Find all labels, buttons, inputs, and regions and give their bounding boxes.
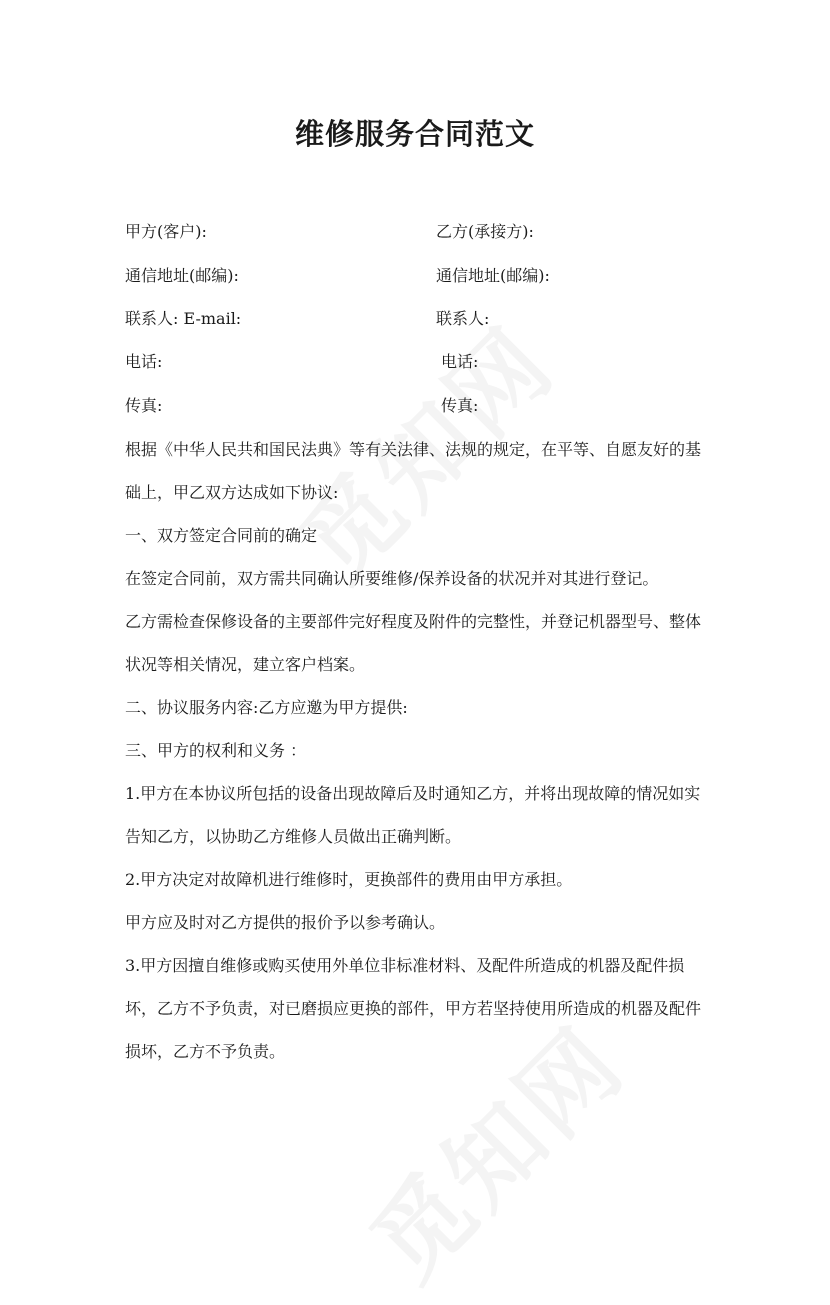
section-heading: 一、双方签定合同前的确定 bbox=[125, 526, 318, 545]
party-row bbox=[125, 392, 725, 420]
party-row bbox=[125, 262, 725, 290]
preamble-paragraph: 根据《中华人民共和国民法典》等有关法律、法规的规定，在平等、自愿友好的基础上，甲乙双方达成如下协议: bbox=[125, 440, 702, 502]
party-row bbox=[125, 218, 725, 246]
party-a-phone-label: 电话: bbox=[125, 352, 163, 371]
party-b-phone-label: 电话: bbox=[441, 352, 479, 371]
party-a-address-label: 通信地址(邮编): bbox=[125, 266, 239, 285]
section-heading: 二、协议服务内容:乙方应邀为甲方提供: bbox=[125, 698, 408, 717]
party-a-fax-label: 传真: bbox=[125, 396, 163, 415]
clause-paragraph: 1.甲方在本协议所包括的设备出现故障后及时通知乙方，并将出现故障的情况如实告知乙方，以协助乙方维修人员做出正确判断。 bbox=[125, 784, 701, 846]
clause-paragraph: 3.甲方因擅自维修或购买使用外单位非标准材料、及配件所造成的机器及配件损坏，乙方不予负责，对已磨损应更换的部件，甲方若坚持使用所造成的机器及配件损坏，乙方不予负责。 bbox=[125, 956, 702, 1061]
party-row bbox=[125, 305, 725, 333]
party-a-client-label: 甲方(客户): bbox=[125, 222, 207, 241]
body-paragraph: 甲方应及时对乙方提供的报价予以参考确认。 bbox=[125, 913, 446, 932]
party-b-contractor-label: 乙方(承接方): bbox=[436, 222, 534, 241]
contract-body bbox=[125, 428, 710, 1073]
clause-paragraph: 2.甲方决定对故障机进行维修时，更换部件的费用由甲方承担。 bbox=[125, 870, 573, 889]
party-b-contact-label: 联系人: bbox=[436, 309, 490, 328]
body-paragraph: 在签定合同前，双方需共同确认所要维修/保养设备的状况并对其进行登记。 bbox=[125, 569, 659, 588]
party-a-contact-label: 联系人: E-mail: bbox=[125, 309, 242, 328]
body-paragraph: 乙方需检查保修设备的主要部件完好程度及附件的完整性，并登记机器型号、整体状况等相关情况，建立客户档案。 bbox=[125, 612, 702, 674]
party-b-address-label: 通信地址(邮编): bbox=[436, 266, 550, 285]
document-title: 维修服务合同范文 bbox=[294, 117, 535, 151]
party-row bbox=[125, 348, 725, 376]
section-heading: 三、甲方的权利和义务 ： bbox=[125, 741, 307, 760]
party-b-fax-label: 传真: bbox=[441, 396, 479, 415]
